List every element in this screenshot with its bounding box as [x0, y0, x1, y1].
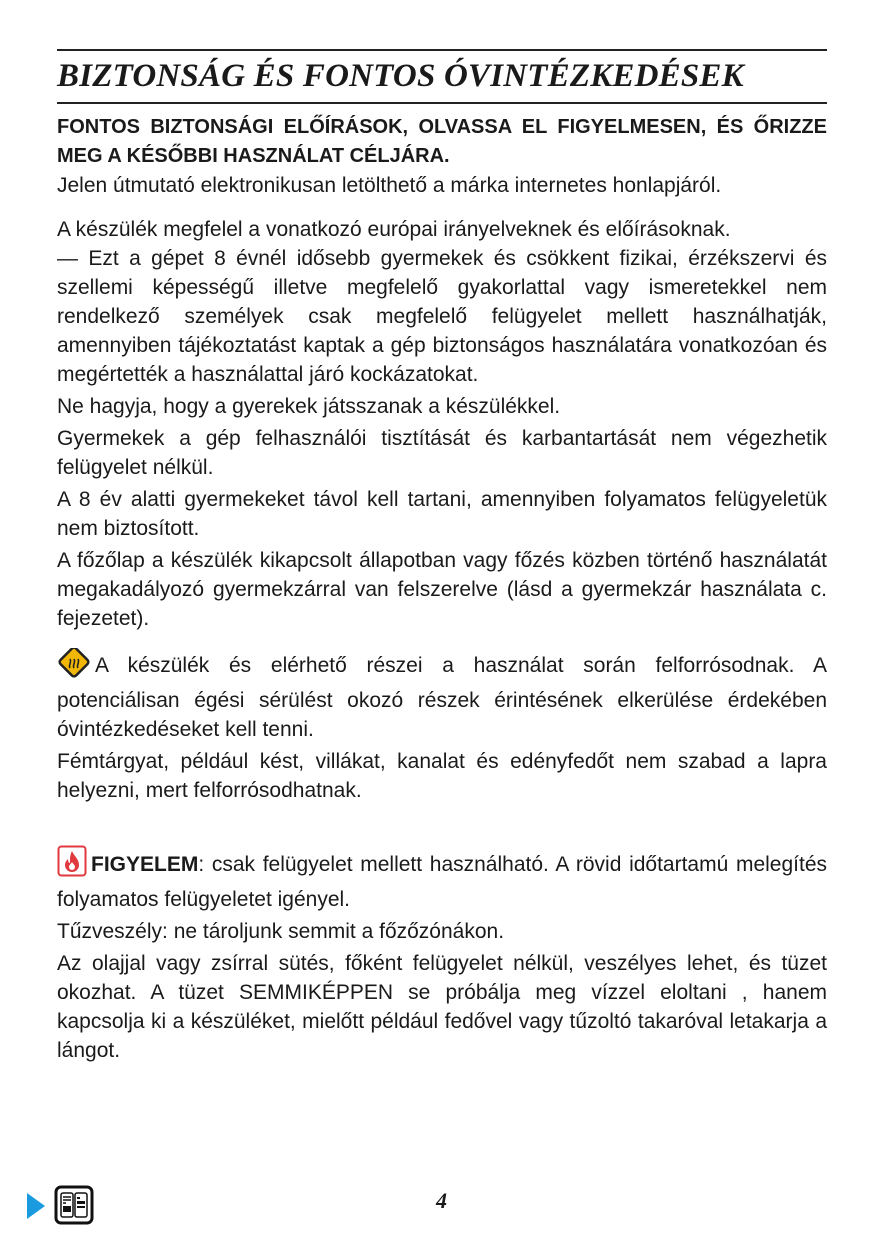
manual-book-icon[interactable]	[54, 1185, 94, 1230]
paragraph: Jelen útmutató elektronikusan letölthető a márka internetes honlapjáról.	[57, 174, 722, 197]
warning-paragraph: FIGYELEM: csak felügyelet mellett használható. A rövid időtartamú melegítés folyamatos felügyeletet igényel.	[57, 845, 827, 914]
safety-heading: FONTOS BIZTONSÁGI ELŐÍRÁSOK, OLVASSA EL FIGYELMESEN, ÉS ŐRIZZE MEG A KÉSŐBBI HASZNÁLAT CÉLJÁRA.	[57, 116, 827, 167]
paragraph: Ne hagyja, hogy a gyerekek játsszanak a készülékkel.	[57, 395, 561, 418]
top-rule	[57, 49, 827, 51]
paragraph: — Ezt a gépet 8 évnél idősebb gyermekek és csökkent fizikai, érzékszervi és szellemi képességű illetve megfelelő gyakorlattal vagy ismeretekkel nem rendelkező személyek csak megfelelő felügyelet mellett használhatják, amennyiben tájékoztatást kaptak a gép biztonságos használatára vonatkozóan és megértették a használattal járó kockázatokat.	[57, 247, 827, 386]
warning-label: FIGYELEM	[91, 853, 199, 876]
content	[57, 113, 827, 1065]
hot-surface-paragraph: A készülék és elérhető részei a használat során felforrósodnak. A potenciálisan égési sérülést okozó részek érintésének elkerülése érdekében óvintézkedéseket kell tenni.	[57, 648, 827, 744]
title-rule	[57, 102, 827, 104]
hot-surface-warning-icon	[57, 648, 91, 686]
paragraph: Tűzveszély: ne tároljunk semmit a főzőzónákon.	[57, 920, 505, 943]
paragraph: A főzőlap a készülék kikapcsolt állapotban vagy főzés közben történő használatát megakadályozó gyermekzárral van felszerelve (lásd a gyermekzár használata c. fejezetet).	[57, 549, 827, 630]
next-arrow-icon[interactable]	[27, 1193, 45, 1219]
page-title: BIZTONSÁG ÉS FONTOS ÓVINTÉZKEDÉSEK	[57, 58, 744, 94]
paragraph: A készülék megfelel a vonatkozó európai irányelveknek és előírásoknak.	[57, 218, 731, 241]
paragraph: Az olajjal vagy zsírral sütés, főként felügyelet nélkül, veszélyes lehet, és tüzet okozhat. A tüzet SEMMIKÉPPEN se próbálja meg vízzel eloltani , hanem kapcsolja ki a készüléket, mielőtt például fedővel vagy tűzoltó takaróval letakarja a lángot.	[57, 952, 827, 1062]
fire-warning-icon	[57, 845, 87, 885]
page-number: 4	[436, 1188, 447, 1213]
paragraph: A 8 év alatti gyermekeket távol kell tartani, amennyiben folyamatos felügyeletük nem biztosított.	[57, 488, 827, 540]
paragraph: Gyermekek a gép felhasználói tisztítását és karbantartását nem végezhetik felügyelet nélkül.	[57, 427, 827, 479]
paragraph: Fémtárgyat, például kést, villákat, kanalat és edényfedőt nem szabad a lapra helyezni, mert felforrósodhatnak.	[57, 750, 827, 802]
